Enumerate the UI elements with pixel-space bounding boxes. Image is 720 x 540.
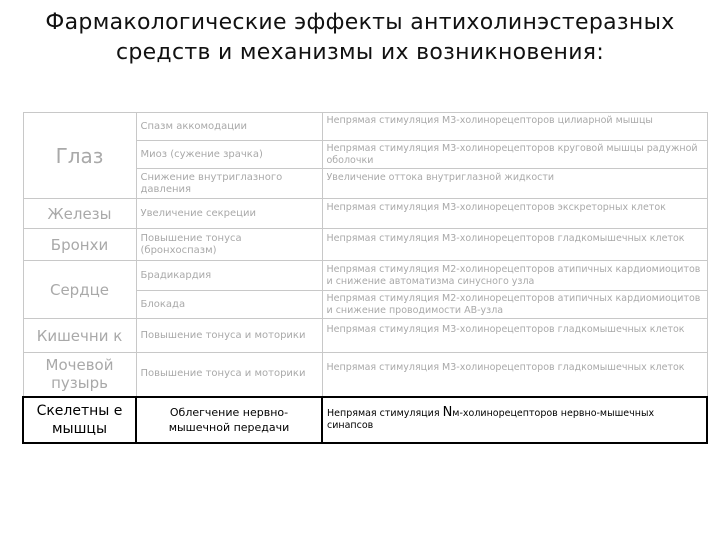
table-row-highlighted (23, 397, 707, 443)
effects-table (22, 112, 708, 444)
effect-cell: Повышение тонуса (бронхоспазм) (136, 229, 322, 261)
mechanism-cell (322, 261, 707, 291)
mechanism-cell (322, 291, 707, 319)
mechanism-text: Непрямая стимуляция М2-холинорецепторов атипичных кардиомиоцитов и снижение автоматизма синусного узла (326, 263, 701, 287)
organ-cell-bronchi: Бронхи (23, 229, 136, 261)
effect-cell: Увеличение секреции (136, 199, 322, 229)
mechanism-suffix: м-холинорецепторов нервно-мышечных синапсов (327, 408, 655, 431)
mechanism-prefix: Непрямая стимуляция (327, 408, 443, 419)
mechanism-text: Увеличение оттока внутриглазной жидкости (326, 171, 555, 183)
mechanism-cell (322, 199, 707, 229)
organ-cell-eye: Глаз (23, 113, 136, 199)
mechanism-text: Непрямая стимуляция М3-холинорецепторов гладкомышечных клеток (326, 362, 685, 374)
table-row (23, 319, 707, 353)
mechanism-cell (322, 169, 707, 199)
effect-cell: Спазм аккомодации (136, 113, 322, 141)
table-row (23, 199, 707, 229)
mechanism-cell (322, 113, 707, 141)
effect-cell: Брадикардия (136, 261, 322, 291)
mechanism-text: Непрямая стимуляция М3-холинорецепторов круговой мышцы радужной оболочки (326, 142, 698, 166)
mechanism-text: Непрямая стимуляция М3-холинорецепторов цилиарной мышцы (326, 114, 653, 126)
table-row (23, 261, 707, 291)
receptor-n-letter: N (442, 405, 453, 420)
mechanism-text: Непрямая стимуляция М2-холинорецепторов атипичных кардиомиоцитов и снижение проводимости АВ-узла (326, 292, 701, 316)
effect-cell: Снижение внутриглазного давления (136, 169, 322, 199)
effect-cell: Повышение тонуса и моторики (136, 319, 322, 353)
mechanism-text: Непрямая стимуляция М3-холинорецепторов гладкомышечных клеток (326, 323, 685, 335)
mechanism-cell (322, 319, 707, 353)
organ-cell-bladder: Мочевой пузырь (23, 353, 136, 397)
organ-cell-glands: Железы (23, 199, 136, 229)
effect-cell: Облегчение нервно-мышечной передачи (136, 397, 322, 443)
slide-title: Фармакологические эффекты антихолинэстеразных средств и механизмы их возникновения: (45, 10, 675, 65)
mechanism-text: Непрямая стимуляция М3-холинорецепторов гладкомышечных клеток (326, 232, 685, 244)
table-row (23, 229, 707, 261)
effect-cell: Миоз (сужение зрачка) (136, 141, 322, 169)
mechanism-cell (322, 141, 707, 169)
effect-cell: Повышение тонуса и моторики (136, 353, 322, 397)
organ-cell-intestine: Кишечни к (23, 319, 136, 353)
organ-cell-skeletal-muscles: Скелетны е мышцы (23, 397, 136, 443)
effect-cell: Блокада (136, 291, 322, 319)
mechanism-cell (322, 353, 707, 397)
table-row (23, 353, 707, 397)
mechanism-cell (322, 229, 707, 261)
mechanism-cell (322, 397, 707, 443)
mechanism-text: Непрямая стимуляция М3-холинорецепторов экскреторных клеток (326, 201, 666, 213)
organ-cell-heart: Сердце (23, 261, 136, 319)
table-row (23, 113, 707, 141)
